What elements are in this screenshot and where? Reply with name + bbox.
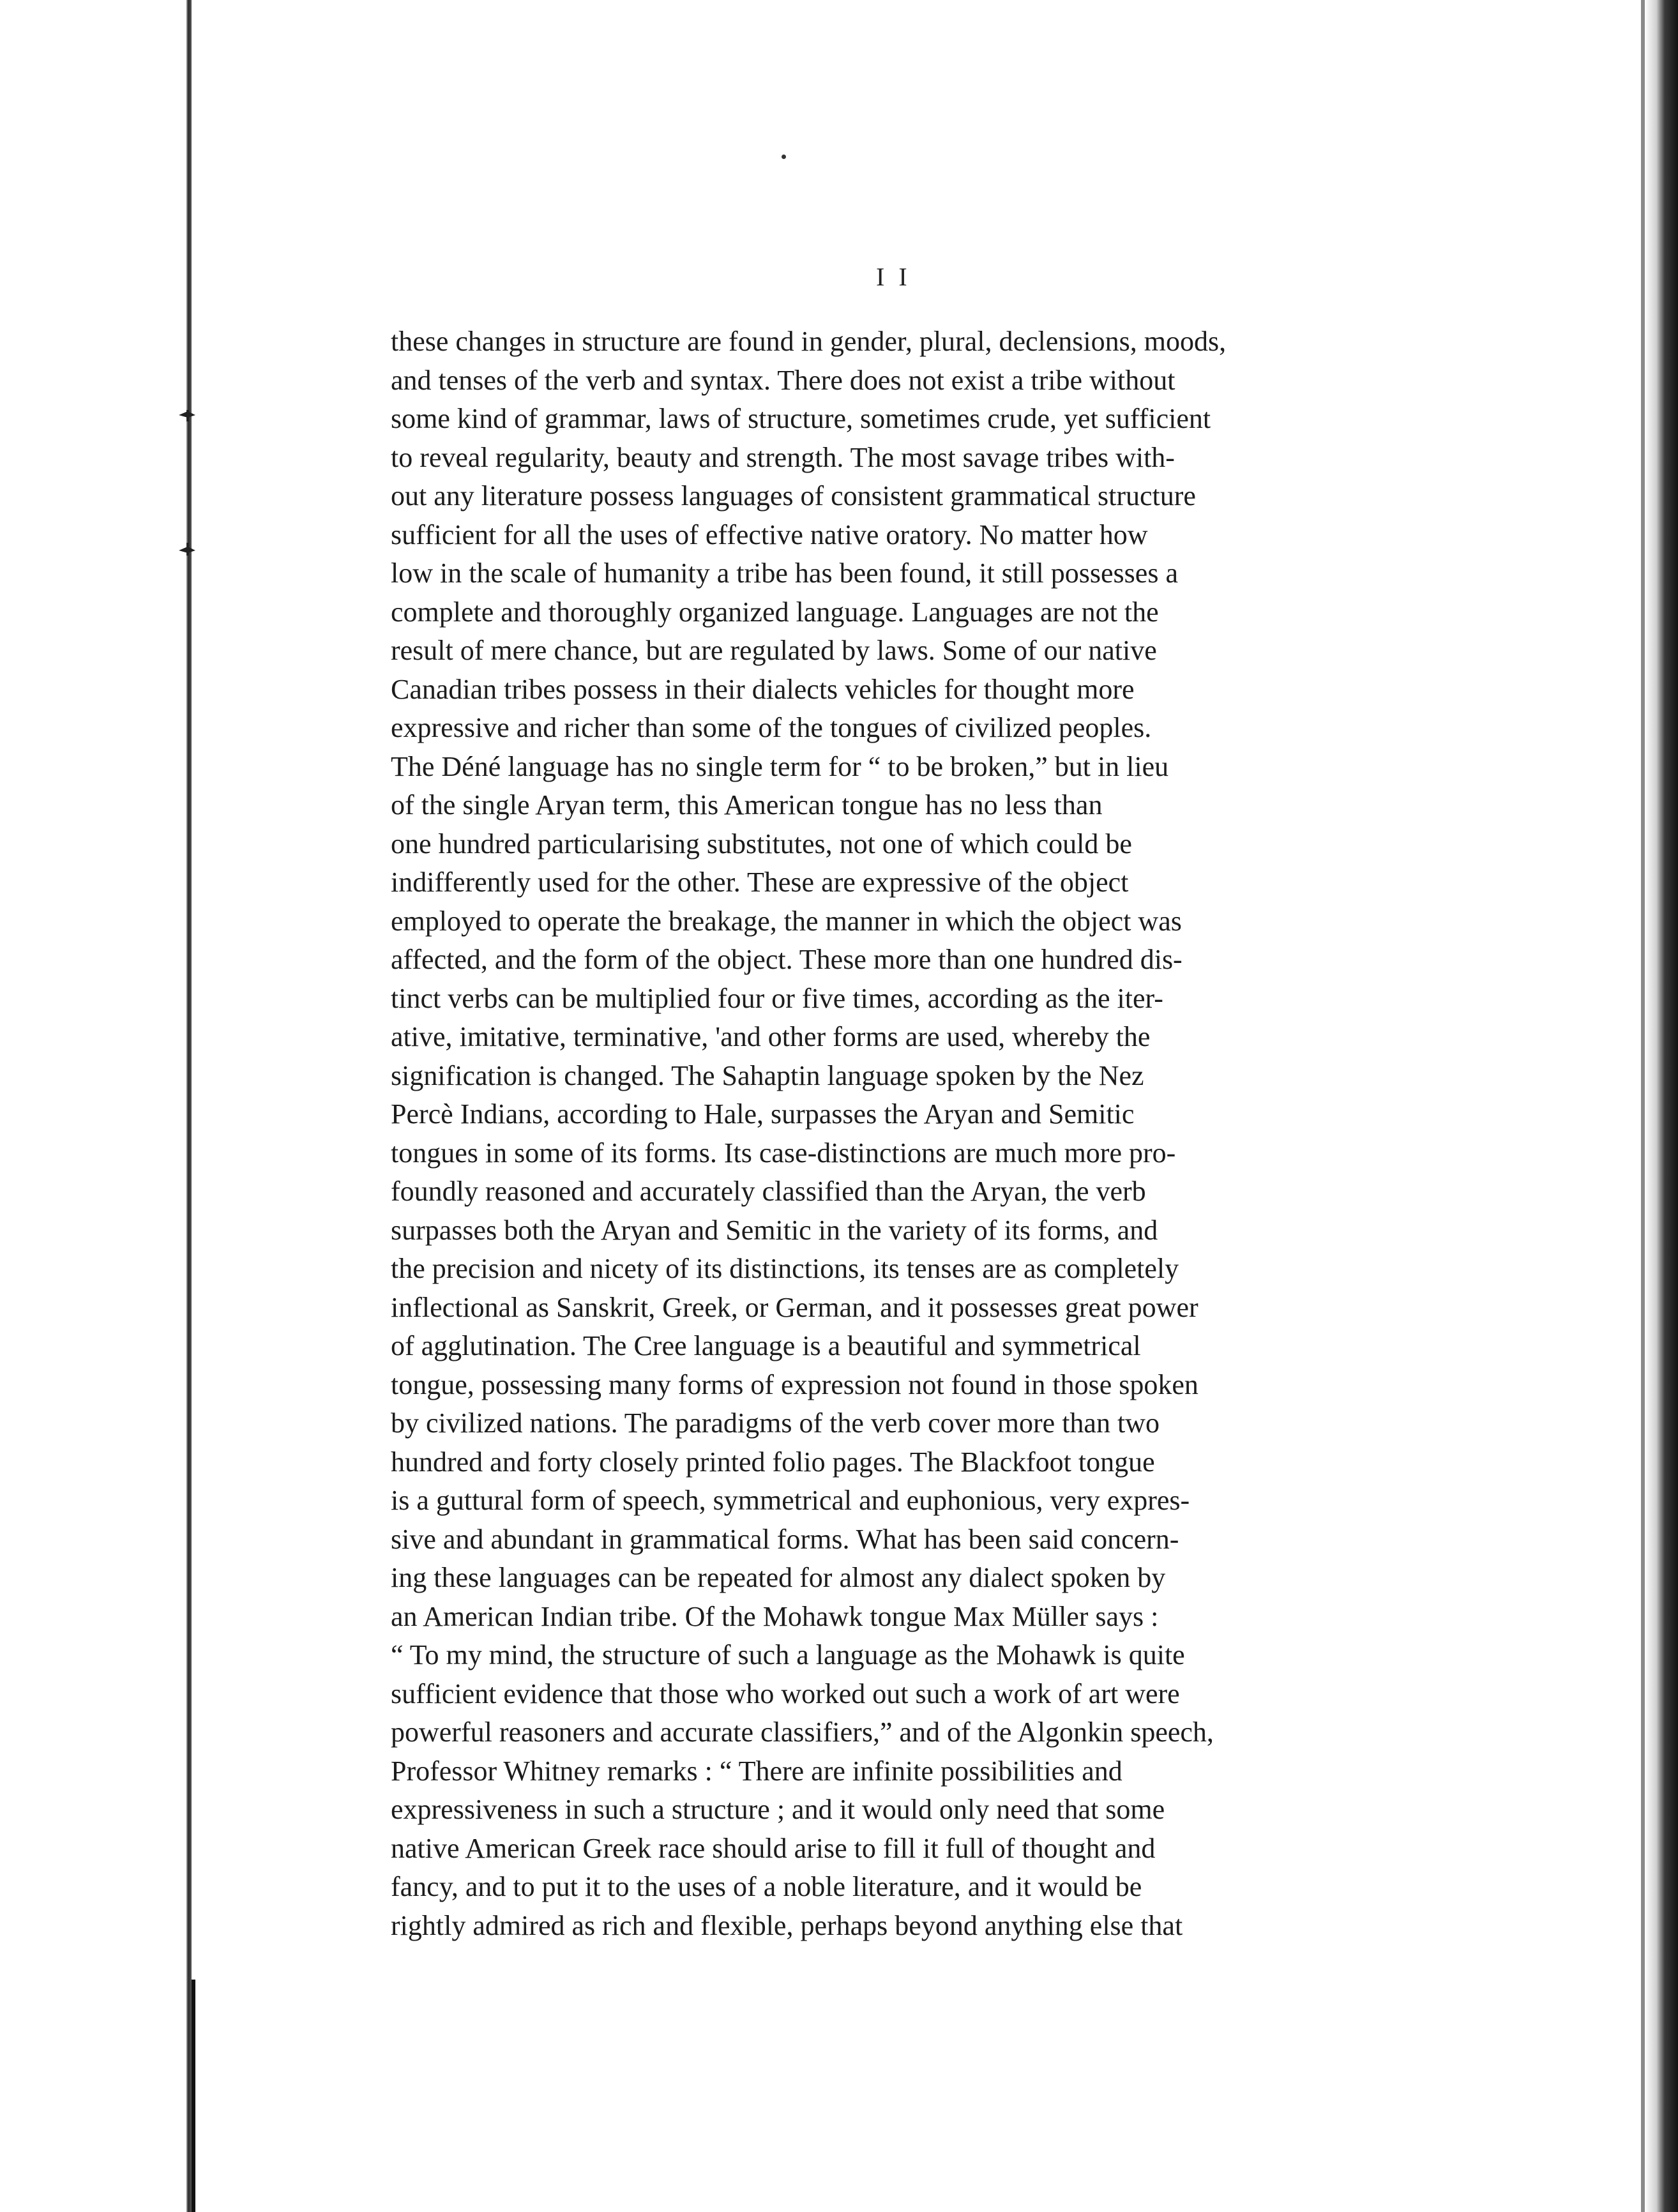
text-line: of the single Aryan term, this American tongue has no less than — [391, 789, 1103, 821]
text-line: Percè Indians, according to Hale, surpasses the Aryan and Semitic — [391, 1098, 1135, 1130]
text-line: inflectional as Sanskrit, Greek, or German, and it possesses great power — [391, 1291, 1198, 1323]
stitch-mark-lower — [178, 543, 197, 557]
text-line: surpasses both the Aryan and Semitic in the variety of its forms, and — [391, 1214, 1158, 1246]
text-line: hundred and forty closely printed folio pages. The Blackfoot tongue — [391, 1446, 1155, 1478]
text-line: sufficient evidence that those who worked out such a work of art were — [391, 1678, 1180, 1709]
text-line: result of mere chance, but are regulated by laws. Some of our native — [391, 635, 1157, 666]
ink-speck — [782, 155, 786, 159]
text-line: an American Indian tribe. Of the Mohawk tongue Max Müller says : — [391, 1600, 1159, 1632]
text-line: some kind of grammar, laws of structure, sometimes crude, yet sufficient — [391, 403, 1211, 434]
text-line: Professor Whitney remarks : “ There are infinite possibilities and — [391, 1755, 1122, 1787]
stitch-mark-upper — [178, 409, 197, 423]
text-line: ing these languages can be repeated for almost any dialect spoken by — [391, 1562, 1166, 1593]
page-edge-shadow — [1645, 0, 1678, 2212]
text-line: affected, and the form of the object. These more than one hundred dis- — [391, 944, 1183, 975]
text-line: tongues in some of its forms. Its case-distinctions are much more pro- — [391, 1137, 1176, 1169]
text-line: tinct verbs can be multiplied four or five times, according as the iter- — [391, 982, 1163, 1014]
text-line: fancy, and to put it to the uses of a noble literature, and it would be — [391, 1871, 1142, 1902]
text-line: indifferently used for the other. These are expressive of the object — [391, 867, 1129, 898]
text-line: sufficient for all the uses of effective native oratory. No matter how — [391, 519, 1148, 550]
text-line: the precision and nicety of its distinctions, its tenses are as completely — [391, 1253, 1179, 1284]
text-line: sive and abundant in grammatical forms. What has been said concern- — [391, 1523, 1179, 1555]
text-line: rightly admired as rich and flexible, perhaps beyond anything else that — [391, 1909, 1183, 1941]
text-line: Canadian tribes possess in their dialects vehicles for thought more — [391, 673, 1135, 705]
text-line: native American Greek race should arise to fill it full of thought and — [391, 1832, 1156, 1864]
text-line: ative, imitative, terminative, 'and other forms are used, whereby the — [391, 1021, 1151, 1052]
text-line: powerful reasoners and accurate classifiers,” and of the Algonkin speech, — [391, 1716, 1214, 1748]
text-line: of agglutination. The Cree language is a beautiful and symmetrical — [391, 1330, 1141, 1361]
text-line: employed to operate the breakage, the manner in which the object was — [391, 905, 1182, 937]
text-line: one hundred particularising substitutes, not one of which could be — [391, 828, 1132, 860]
text-line: signification is changed. The Sahaptin language spoken by the Nez — [391, 1059, 1144, 1091]
text-line: is a guttural form of speech, symmetrical and euphonious, very expres- — [391, 1485, 1190, 1516]
text-line: foundly reasoned and accurately classified than the Aryan, the verb — [391, 1176, 1146, 1207]
binding-edge-bottom — [192, 1980, 195, 2212]
body-text — [391, 322, 1387, 1945]
binding-edge — [186, 0, 192, 2212]
text-line: to reveal regularity, beauty and strength. The most savage tribes with- — [391, 441, 1175, 473]
text-line: complete and thoroughly organized language. Languages are not the — [391, 596, 1159, 628]
text-line: low in the scale of humanity a tribe has been found, it still possesses a — [391, 557, 1178, 589]
text-line: “ To my mind, the structure of such a language as the Mohawk is quite — [391, 1639, 1185, 1670]
text-line: expressiveness in such a structure ; and it would only need that some — [391, 1794, 1165, 1825]
text-line: expressive and richer than some of the tongues of civilized peoples. — [391, 712, 1152, 743]
text-line: out any literature possess languages of consistent grammatical structure — [391, 480, 1196, 511]
text-line: The Déné language has no single term for “ to be broken,” but in lieu — [391, 750, 1169, 782]
text-line: these changes in structure are found in gender, plural, declensions, moods, — [391, 326, 1227, 357]
text-line: by civilized nations. The paradigms of the verb cover more than two — [391, 1407, 1160, 1439]
text-line: tongue, possessing many forms of expression not found in those spoken — [391, 1368, 1198, 1400]
page-number: I I — [876, 262, 911, 291]
text-line: and tenses of the verb and syntax. There does not exist a tribe without — [391, 364, 1175, 396]
